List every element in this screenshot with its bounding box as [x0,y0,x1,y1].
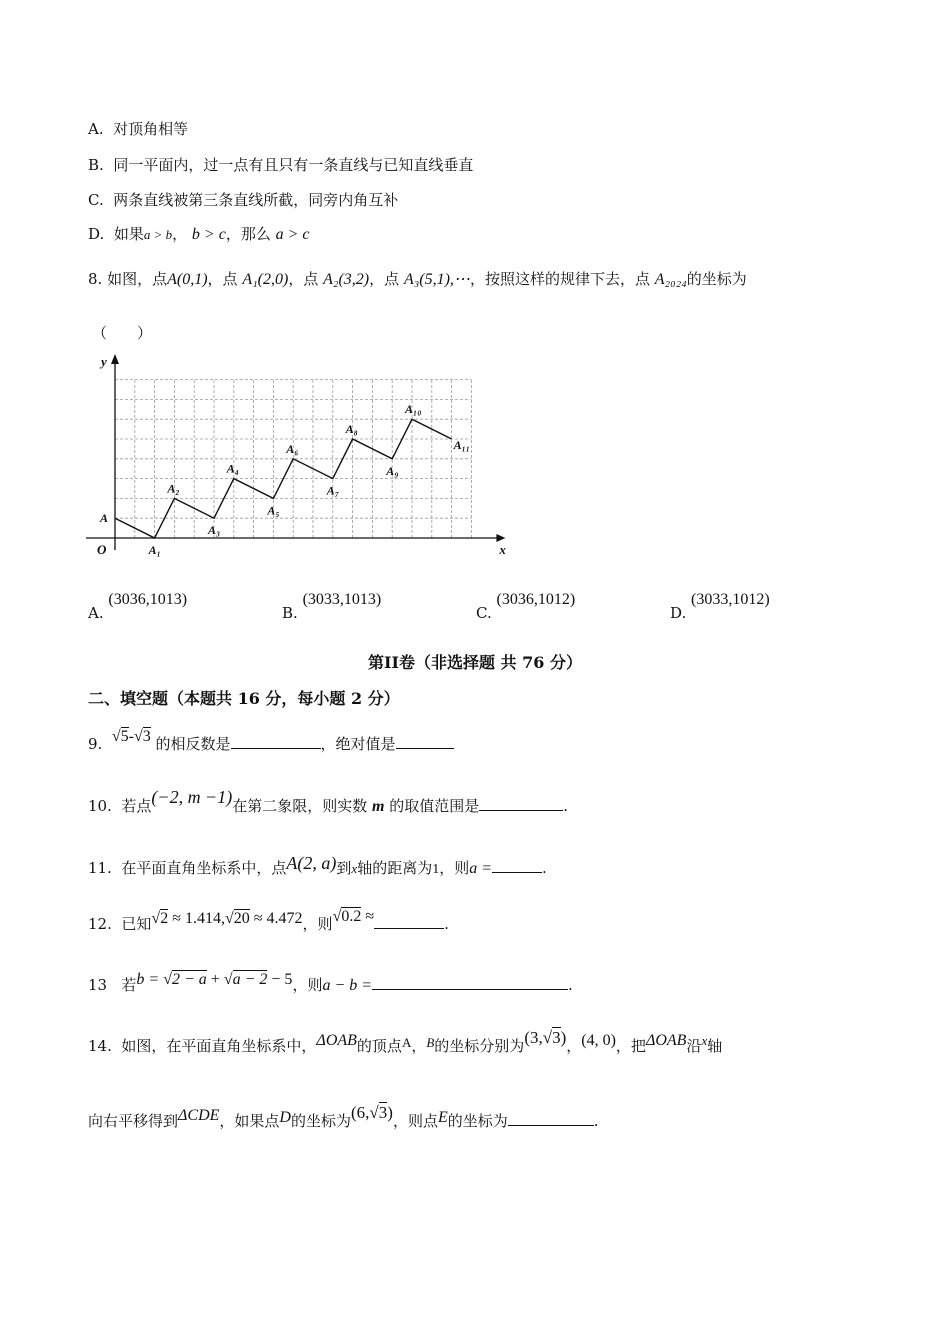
q7-option-d: D. 如果a > b， b > c，那么 a > c [88,225,310,243]
point-label: A₂ [167,481,180,496]
q7-option-b: B. 同一平面内，过一点有且只有一条直线与已知直线垂直 [88,156,474,174]
q11: 11. 在平面直角坐标系中，点A(2, a)到x轴的距离为1，则a = . [88,853,547,877]
point-label: A₁ [148,543,161,557]
q11-blank[interactable] [492,858,542,873]
part-title: 二、填空题（本题共 16 分，每小题 2 分） [88,689,400,708]
q8-option-c: C. (3036,1012) [476,591,576,622]
q7-option-c-text: 两条直线被第三条直线所截，同旁内角互补 [113,191,399,209]
q9: 9. √5-√3 的相反数是 ，绝对值是 [88,733,454,754]
q8-stem: 8. 如图，点A(0,1)，点 A₁(2,0)，点 A₂(3,2)，点 A₃(5,1),⋯，按照这样的规律下去，点 A₂₀₂₄的坐标为 [88,270,747,288]
q8-option-b: B. (3033,1013) [282,591,382,622]
point-label: A [100,511,109,526]
point-label: A₁₀ [405,402,422,417]
q14-line-2: 向右平移得到ΔCDE，如果点D的坐标为(6,√3)，则点E的坐标为 . [88,1103,599,1130]
y-axis-arrow [111,354,119,364]
q9-blank-2[interactable] [396,734,454,749]
section-title: 第II卷（非选择题 共 76 分） [368,653,582,672]
q12: 12. 已知√2 ≈ 1.414,√20 ≈ 4.472，则√0.2 ≈ . [88,908,449,933]
zigzag-coordinate-figure [80,350,510,560]
q14-blank[interactable] [508,1111,594,1126]
point-label: A₇ [326,483,339,498]
point-label: A₅ [267,503,280,518]
point-label: A₉ [386,463,399,478]
q7-option-a-text: 对顶角相等 [113,120,189,138]
q8-answer-paren: （ ） [92,324,153,342]
q10: 10. 若点(−2, m −1)在第二象限，则实数 m 的取值范围是 . [88,787,569,815]
x-axis-label: x [499,542,506,557]
q7-option-c: C. 两条直线被第三条直线所截，同旁内角互补 [88,191,399,209]
q14-line-1: 14. 如图，在平面直角坐标系中，ΔOAB的顶点A，B的坐标分别为(3,√3)，(4, 0)，把ΔOAB沿x轴 [88,1028,723,1055]
q7-option-b-text: 同一平面内，过一点有且只有一条直线与已知直线垂直 [113,156,474,174]
point-label: A₁₁ [453,438,470,452]
q12-blank[interactable] [374,914,444,929]
q10-blank[interactable] [479,796,563,811]
y-axis-label: y [101,354,107,369]
point-label: A₄ [226,461,239,476]
q9-blank-1[interactable] [231,734,321,749]
q8-option-d: D. (3033,1012) [670,591,770,622]
point-label: A₈ [345,422,358,436]
q13: 13 若b = √2 − a + √a − 2 − 5，则a − b = . [88,971,573,994]
q7-option-a: A. 对顶角相等 [88,120,189,138]
origin-label: O [97,542,107,557]
point-label: A₆ [286,441,299,456]
x-axis-arrow [496,534,505,542]
q13-blank[interactable] [372,975,568,990]
q8-option-a: A. (3036,1013) [88,591,188,622]
point-label: A₃ [208,523,221,538]
